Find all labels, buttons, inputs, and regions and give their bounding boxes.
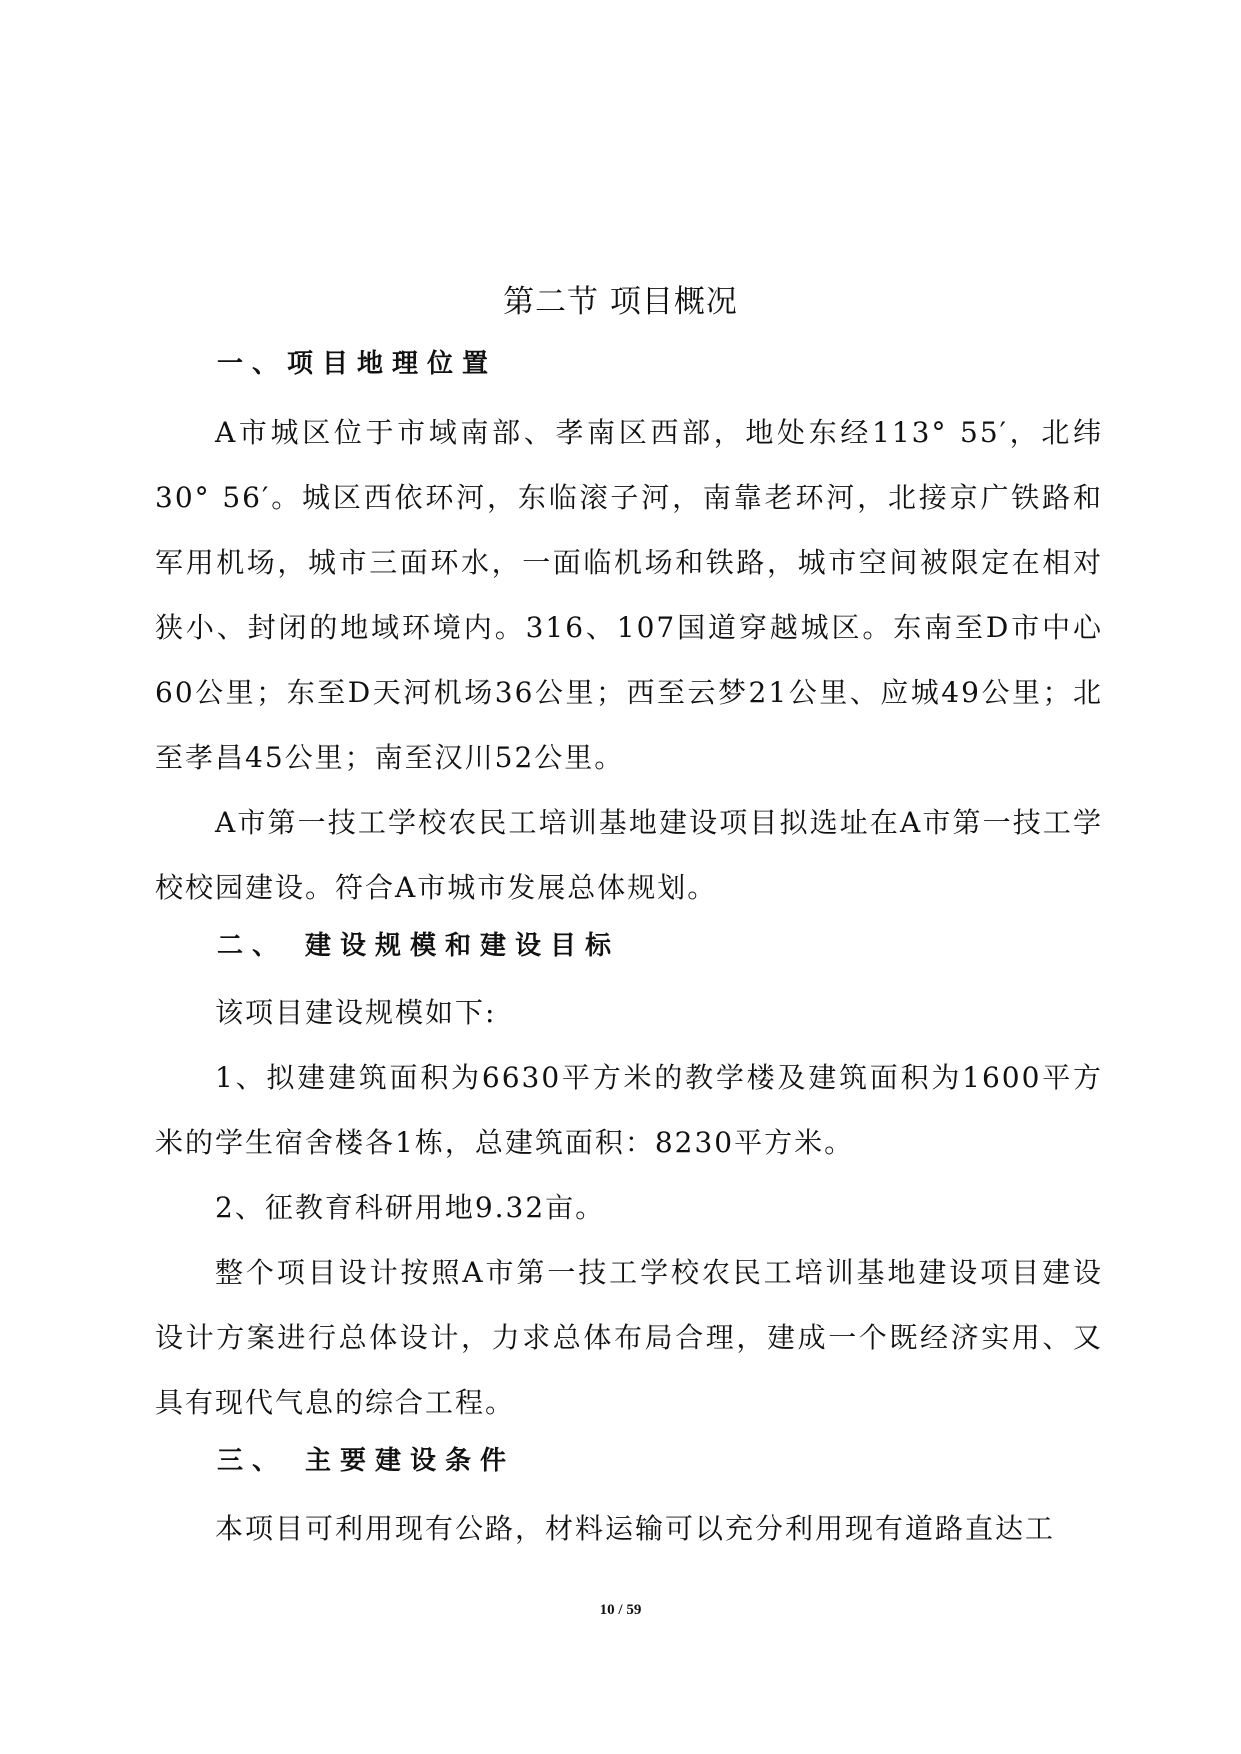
page-number: 10 / 59 — [599, 1602, 642, 1618]
paragraph-site-selection: A市第一技工学校农民工培训基地建设项目拟选址在A市第一技工学校校园建设。符合A市城市发展总体规划。 — [155, 806, 1103, 904]
section-title: 第二节 项目概况 — [503, 284, 738, 320]
paragraph-building-area: 1、拟建建筑面积为6630平方米的教学楼及建筑面积为1600平方米的学生宿舍楼各1栋，总建筑面积：8230平方米。 — [155, 1061, 1103, 1159]
paragraph-location-description: A市城区位于市域南部、孝南区西部，地处东经113° 55′，北纬30° 56′。城区西依环河，东临滚子河，南靠老环河，北接京广铁路和军用机场，城市三面环水，一面临机场和铁路，城市空间被限定在相对狭小、封闭的地域环境内。316、107国道穿越城区。东南至D市中心60公里；东至D天河机场36公里；西至云梦21公里、应城49公里；北至孝昌45公里；南至汉川52公里。 — [155, 416, 1103, 774]
heading-construction-conditions: 三、 主要建设条件 — [217, 1446, 516, 1476]
paragraph-scale-intro: 该项目建设规模如下: — [215, 996, 497, 1029]
heading-geographic-location: 一、项目地理位置 — [217, 349, 498, 379]
paragraph-land-use: 2、征教育科研用地9.32亩。 — [215, 1191, 606, 1224]
heading-construction-scale: 二、 建设规模和建设目标 — [217, 931, 621, 961]
paragraph-overall-design: 整个项目设计按照A市第一技工学校农民工培训基地建设项目建设设计方案进行总体设计，力求总体布局合理，建成一个既经济实用、又具有现代气息的综合工程。 — [155, 1256, 1103, 1419]
paragraph-transport-conditions: 本项目可利用现有公路，材料运输可以充分利用现有道路直达工 — [215, 1512, 1056, 1545]
